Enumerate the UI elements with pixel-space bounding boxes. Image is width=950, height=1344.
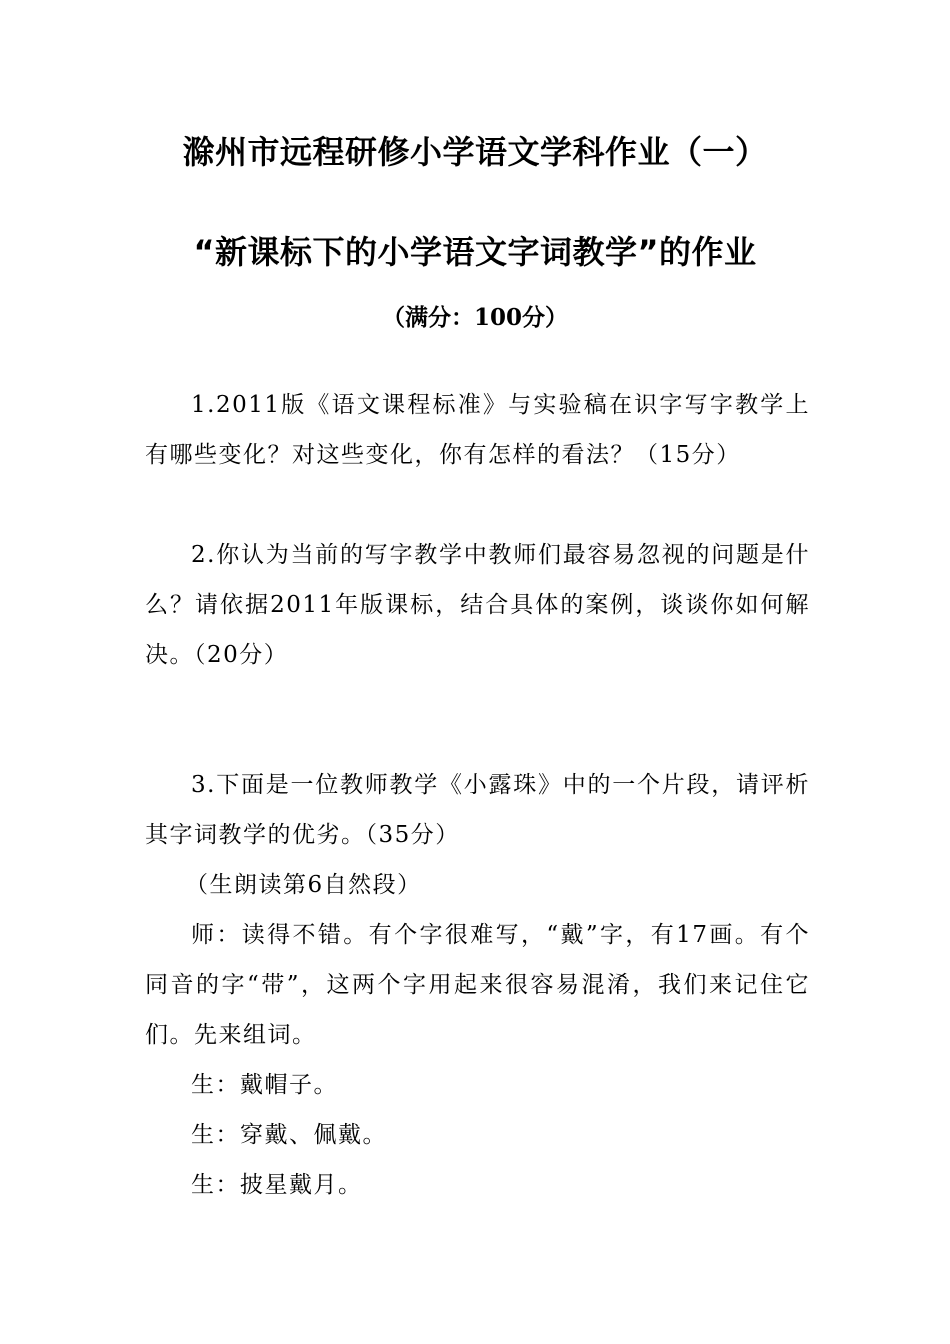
document-body: [145, 380, 810, 1210]
paragraph-gap: [145, 730, 810, 760]
document-title: 滁州市远程研修小学语文学科作业（一）: [182, 133, 768, 171]
student-line-2: 生：穿戴、佩戴。: [191, 1122, 387, 1148]
paragraph-gap: [145, 680, 810, 730]
score-note: （满分：100分）: [381, 304, 568, 331]
question-2: 2.你认为当前的写字教学中教师们最容易忽视的问题是什么？请依据2011年版课标，结合具体的案例，谈谈你如何解决。（20分）: [145, 542, 810, 668]
teacher-line: 师：读得不错。有个字很难写，“戴”字，有17画。有个同音的字“带”，这两个字用起来很容易混淆，我们来记住它们。先来组词。: [145, 922, 810, 1048]
student-line-3: 生：披星戴月。: [191, 1172, 363, 1198]
stage-note: （生朗读第6自然段）: [185, 872, 422, 898]
question-1: 1.2011版《语文课程标准》与实验稿在识字写字教学上有哪些变化？对这些变化，你有怎样的看法？（15分）: [145, 392, 810, 468]
student-line-1: 生：戴帽子。: [191, 1072, 338, 1098]
question-3: 3.下面是一位教师教学《小露珠》中的一个片段，请评析其字词教学的优劣。（35分）: [145, 772, 810, 848]
paragraph-gap: [145, 480, 810, 530]
document-subtitle: “新课标下的小学语文字词教学”的作业: [193, 233, 757, 271]
